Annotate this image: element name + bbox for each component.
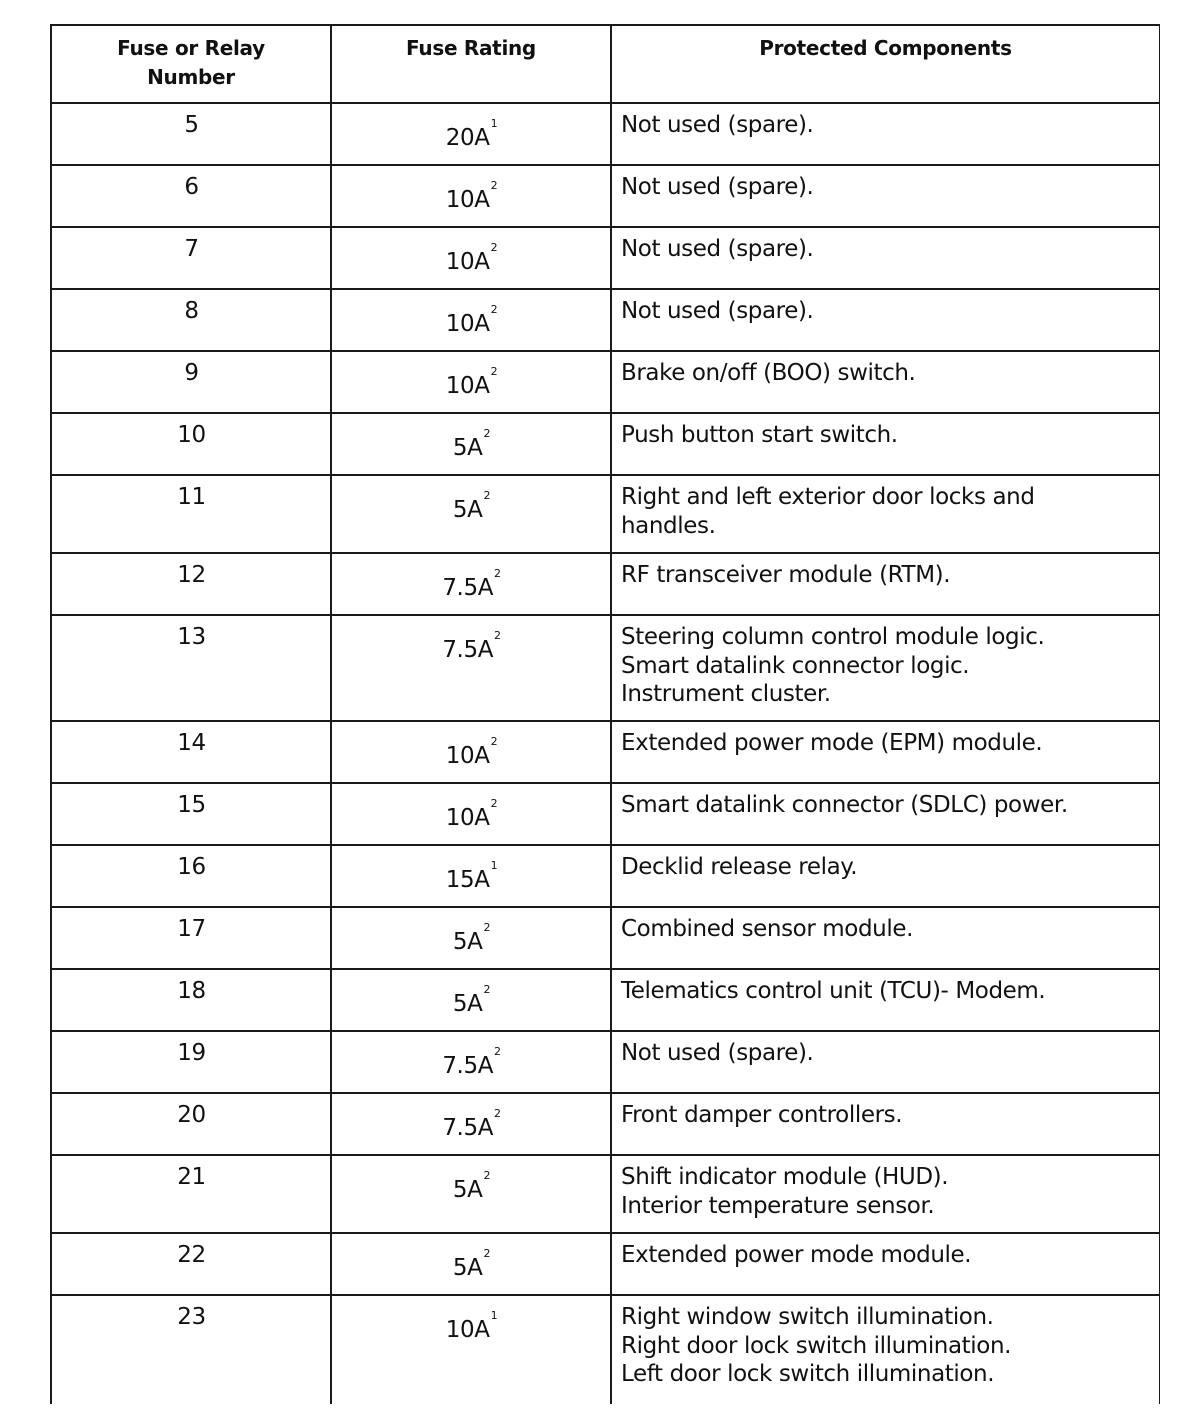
fuse-rating-value: 5A [452,497,483,523]
fuse-table-container [50,24,1160,1404]
protected-components-cell [611,1295,1160,1404]
component-line: Shift indicator module (HUD). [621,1164,949,1190]
fuse-rating-value: 10A [445,187,490,213]
fuse-rating-cell [331,615,611,721]
table-row [51,227,1160,289]
fuse-rating-cell [331,1233,611,1295]
table-row [51,615,1160,721]
footnote-marker: 2 [483,921,491,934]
component-line: Push button start switch. [621,422,898,448]
header-fuse-number-line1: Fuse or Relay [117,36,265,60]
protected-components-cell [611,1031,1160,1093]
component-line: Instrument cluster. [621,681,831,707]
fuse-rating-cell [331,1155,611,1233]
footnote-marker: 1 [490,1309,498,1322]
fuse-rating-cell [331,553,611,615]
footnote-marker: 2 [494,629,501,642]
fuse-number-cell: 16 [51,845,331,907]
component-line: Not used (spare). [621,236,814,262]
fuse-rating-cell [331,289,611,351]
protected-components-cell [611,1233,1160,1295]
component-line: Decklid release relay. [621,854,858,880]
fuse-number-cell: 12 [51,553,331,615]
fuse-rating-cell [331,907,611,969]
footnote-marker: 2 [483,489,491,502]
fuse-rating-value: 10A [445,1317,490,1343]
table-row [51,1093,1160,1155]
fuse-rating-cell [331,783,611,845]
fuse-rating-value: 10A [445,743,490,769]
fuse-rating-value: 5A [452,435,483,461]
protected-components-cell [611,553,1160,615]
fuse-rating-value: 10A [445,311,490,337]
fuse-rating-cell [331,165,611,227]
footnote-marker: 2 [494,1107,501,1120]
footnote-marker: 2 [490,179,498,192]
table-row [51,907,1160,969]
component-line: Not used (spare). [621,1040,814,1066]
component-line: Smart datalink connector logic. [621,652,970,679]
fuse-rating-value: 7.5A [442,1115,494,1141]
table-row [51,103,1160,165]
fuse-number-cell: 8 [51,289,331,351]
table-row [51,721,1160,783]
fuse-number-cell: 21 [51,1155,331,1233]
fuse-number-cell: 20 [51,1093,331,1155]
component-line: Brake on/off (BOO) switch. [621,360,916,386]
fuse-number-cell: 22 [51,1233,331,1295]
component-line: Extended power mode module. [621,1242,972,1268]
table-row [51,475,1160,553]
fuse-rating-value: 10A [445,373,490,399]
header-fuse-number [51,25,331,103]
footnote-marker: 2 [494,567,501,580]
component-line: Not used (spare). [621,112,814,138]
footnote-marker: 2 [483,427,491,440]
table-body [51,103,1160,1404]
table-row [51,783,1160,845]
table-row [51,553,1160,615]
protected-components-cell [611,1155,1160,1233]
fuse-rating-value: 5A [452,929,483,955]
fuse-rating-cell [331,721,611,783]
fuse-rating-value: 5A [452,991,483,1017]
protected-components-cell [611,721,1160,783]
footnote-marker: 2 [490,241,498,254]
fuse-rating-cell [331,351,611,413]
footnote-marker: 1 [490,117,498,130]
protected-components-cell [611,289,1160,351]
fuse-number-cell: 11 [51,475,331,553]
fuse-rating-cell [331,845,611,907]
protected-components-cell [611,227,1160,289]
fuse-rating-cell [331,413,611,475]
fuse-number-cell: 15 [51,783,331,845]
footnote-marker: 1 [490,859,498,872]
protected-components-cell [611,845,1160,907]
fuse-number-cell: 6 [51,165,331,227]
fuse-rating-cell [331,1093,611,1155]
footnote-marker: 2 [490,365,498,378]
fuse-number-cell: 18 [51,969,331,1031]
table-row [51,1031,1160,1093]
component-line: RF transceiver module (RTM). [621,562,951,588]
table-row [51,289,1160,351]
footnote-marker: 2 [490,735,498,748]
table-row [51,969,1160,1031]
fuse-rating-cell [331,475,611,553]
fuse-rating-value: 7.5A [442,1053,494,1079]
component-line: Not used (spare). [621,298,814,324]
protected-components-cell [611,413,1160,475]
fuse-number-cell: 9 [51,351,331,413]
fuse-table [50,24,1160,1404]
footnote-marker: 2 [490,303,498,316]
fuse-number-cell: 14 [51,721,331,783]
fuse-number-cell: 23 [51,1295,331,1404]
header-fuse-rating: Fuse Rating [331,25,611,103]
header-protected-components: Protected Components [611,25,1160,103]
component-line: Not used (spare). [621,174,814,200]
table-row [51,1295,1160,1404]
fuse-rating-value: 10A [445,249,490,275]
fuse-rating-value: 5A [452,1177,483,1203]
component-line: Steering column control module logic. [621,624,1045,650]
table-row [51,1233,1160,1295]
component-line: Front damper controllers. [621,1102,903,1128]
component-line: Right door lock switch illumination. [621,1332,1012,1359]
footnote-marker: 2 [494,1045,501,1058]
fuse-rating-value: 15A [445,867,490,893]
footnote-marker: 2 [483,1247,491,1260]
fuse-rating-value: 7.5A [442,575,494,601]
fuse-rating-value: 10A [445,805,490,831]
protected-components-cell [611,165,1160,227]
component-line: Telematics control unit (TCU)- Modem. [621,978,1046,1004]
table-row [51,351,1160,413]
table-row [51,845,1160,907]
component-line: handles. [621,512,716,539]
fuse-rating-value: 7.5A [442,637,494,663]
header-fuse-number-line2: Number [147,65,235,89]
protected-components-cell [611,969,1160,1031]
protected-components-cell [611,1093,1160,1155]
component-line: Smart datalink connector (SDLC) power. [621,792,1068,818]
fuse-rating-cell [331,227,611,289]
protected-components-cell [611,615,1160,721]
fuse-rating-cell [331,1031,611,1093]
component-line: Combined sensor module. [621,916,914,942]
protected-components-cell [611,475,1160,553]
footnote-marker: 2 [490,797,498,810]
protected-components-cell [611,351,1160,413]
component-line: Interior temperature sensor. [621,1192,935,1219]
protected-components-cell [611,907,1160,969]
fuse-rating-cell [331,103,611,165]
protected-components-cell [611,103,1160,165]
table-header-row [51,25,1160,103]
fuse-number-cell: 10 [51,413,331,475]
fuse-rating-value: 5A [452,1255,483,1281]
fuse-number-cell: 7 [51,227,331,289]
fuse-number-cell: 17 [51,907,331,969]
fuse-rating-cell [331,1295,611,1404]
component-line: Right window switch illumination. [621,1304,994,1330]
fuse-number-cell: 13 [51,615,331,721]
fuse-number-cell: 5 [51,103,331,165]
component-line: Extended power mode (EPM) module. [621,730,1043,756]
component-line: Left door lock switch illumination. [621,1361,995,1387]
fuse-number-cell: 19 [51,1031,331,1093]
footnote-marker: 2 [483,983,491,996]
component-line: Right and left exterior door locks and [621,484,1035,510]
fuse-rating-value: 20A [445,125,490,151]
table-row [51,413,1160,475]
fuse-rating-cell [331,969,611,1031]
table-row [51,165,1160,227]
footnote-marker: 2 [483,1169,491,1182]
protected-components-cell [611,783,1160,845]
table-row [51,1155,1160,1233]
